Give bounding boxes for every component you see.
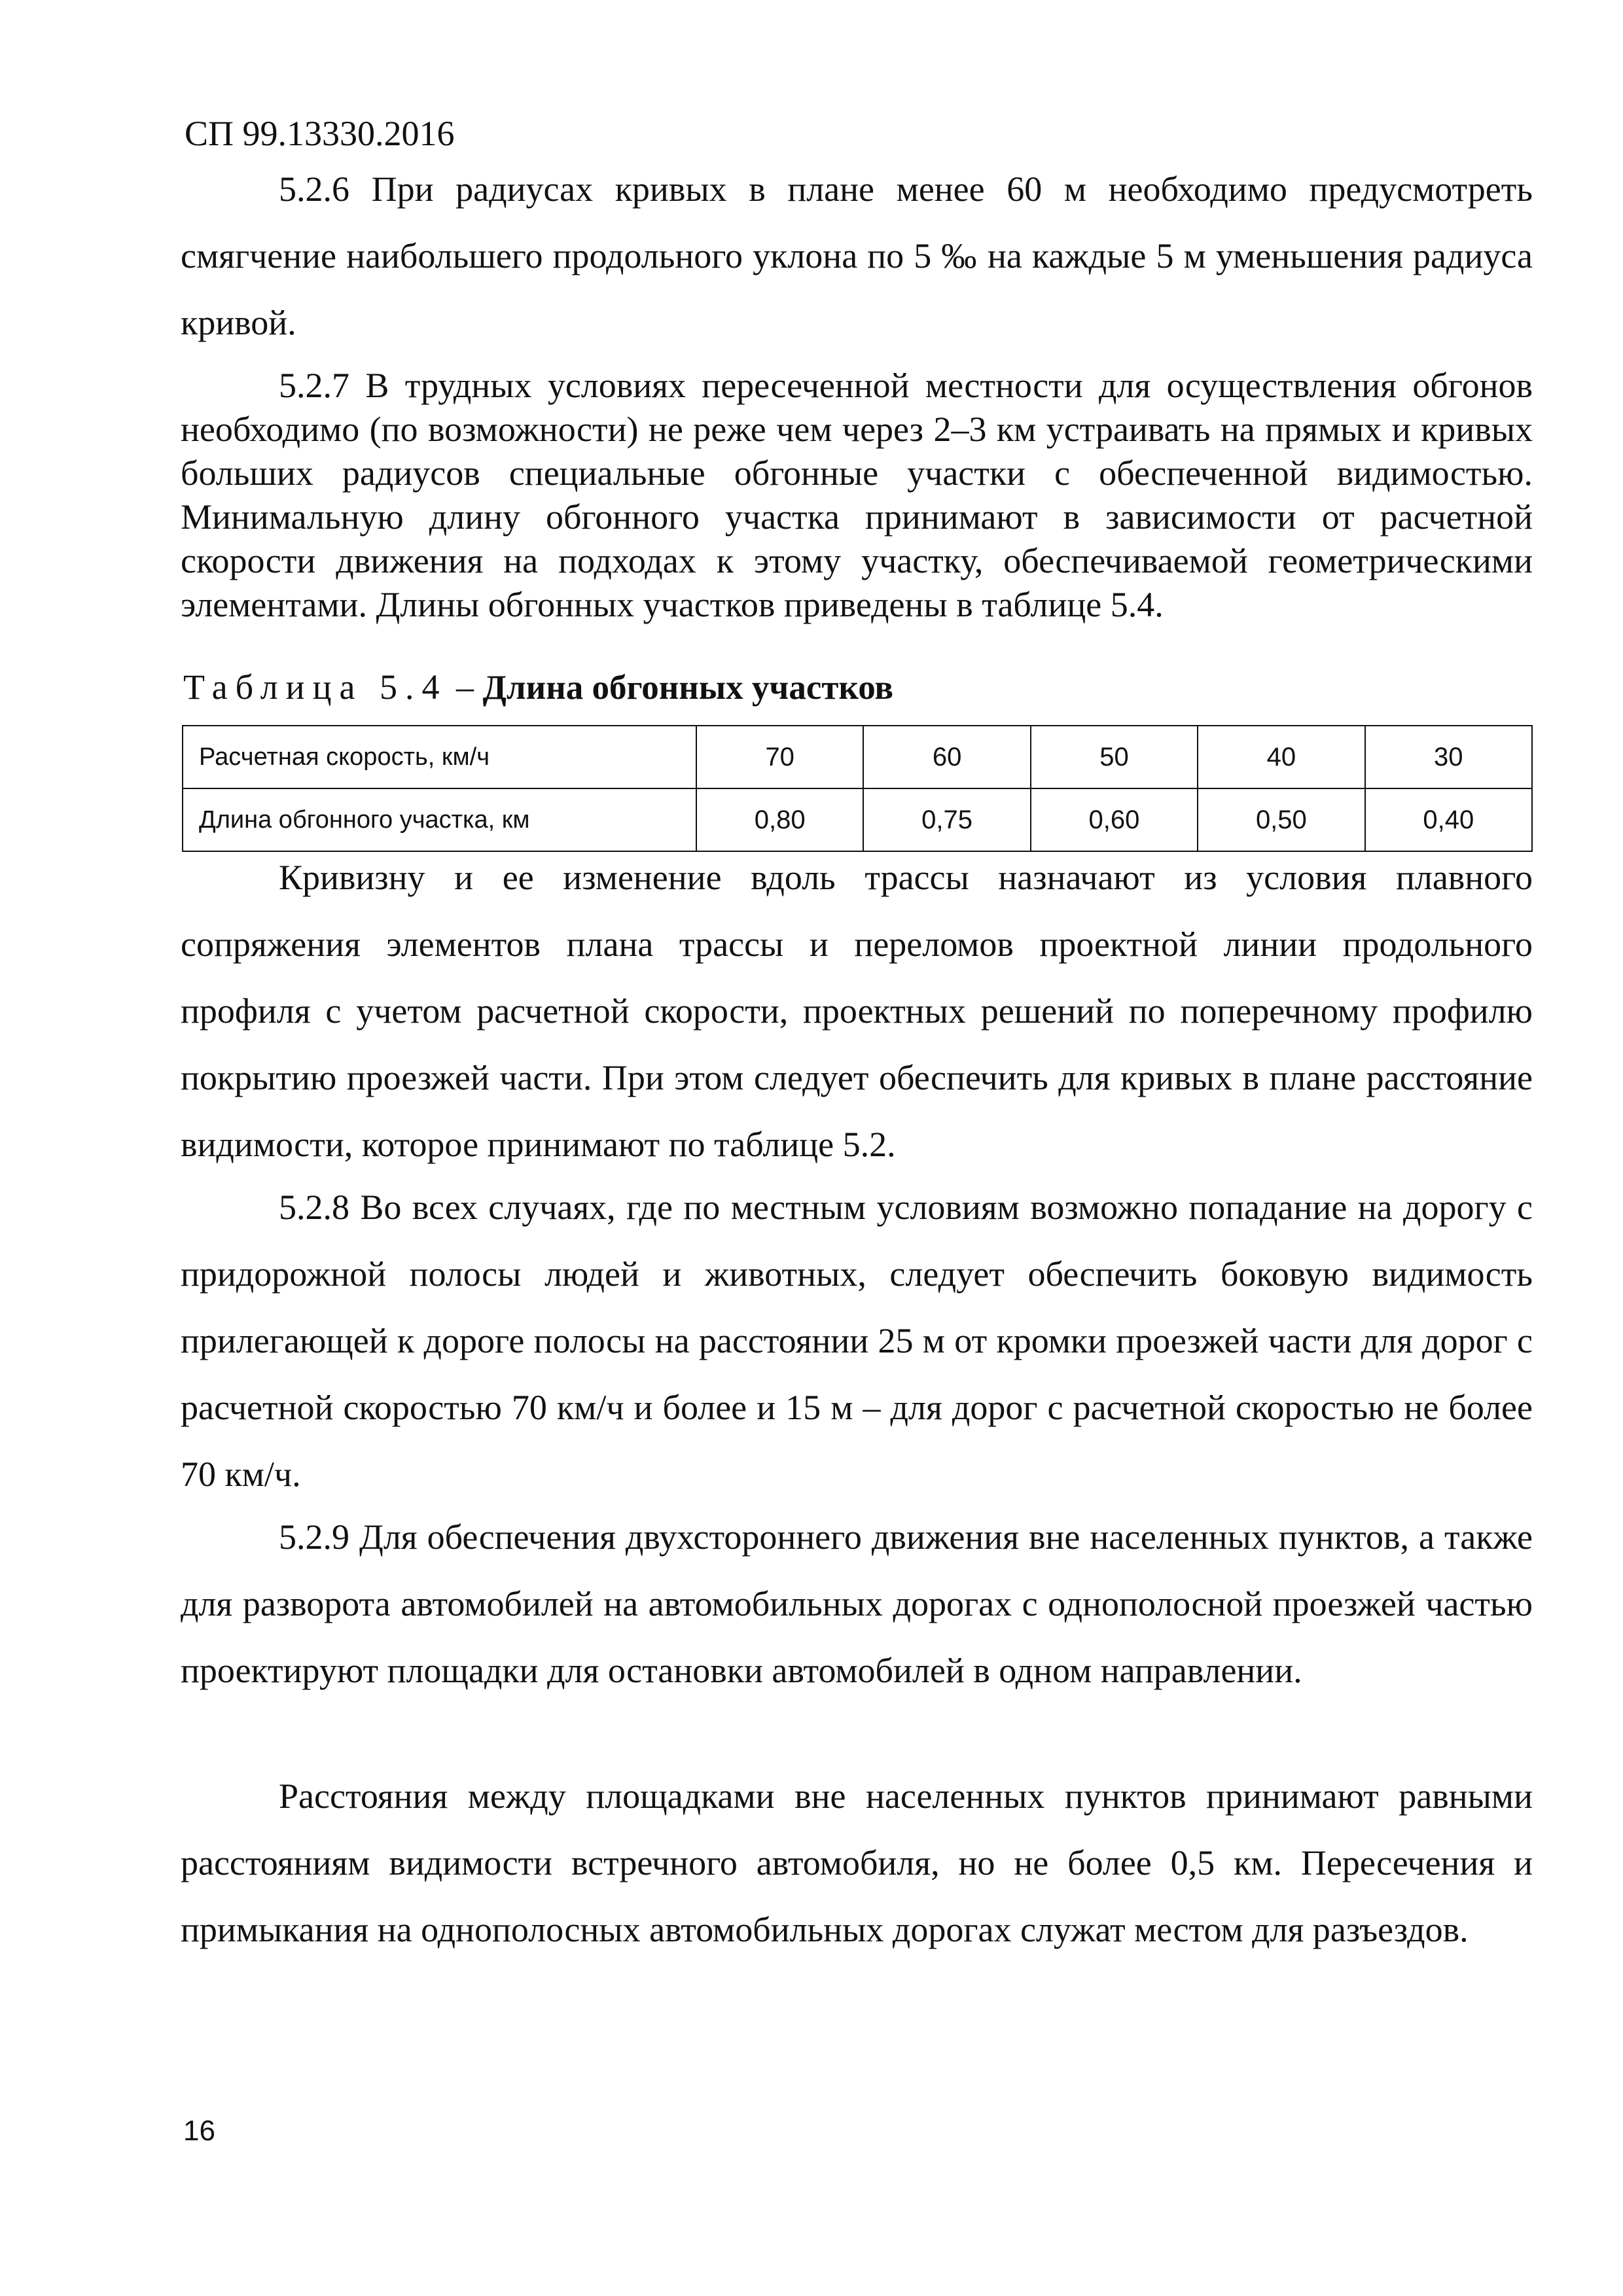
table-cell: 0,50	[1198, 788, 1364, 851]
paragraph-5-2-6	[181, 156, 1533, 356]
table-cell: 40	[1198, 726, 1364, 788]
table-caption-dash: –	[447, 667, 483, 707]
paragraph-5-2-9-text: 5.2.9 Для обеспечения двухстороннего движения вне населенных пунктов, а также для разворота автомобилей на автомобильных дорогах с однополосной проезжей частью проектируют площадки для остановки автомобилей в одном направлении.	[181, 1517, 1533, 1690]
overtaking-sections-table	[182, 725, 1533, 852]
table-row-header: Длина обгонного участка, км	[183, 788, 696, 851]
table-cell: 30	[1365, 726, 1532, 788]
document-code-header: СП 99.13330.2016	[185, 114, 455, 153]
table-caption-title: Длина обгонных участков	[482, 669, 894, 707]
table-cell: 0,40	[1365, 788, 1532, 851]
paragraph-5-2-9	[181, 1504, 1533, 1704]
page-number: 16	[183, 2115, 215, 2147]
table-caption-label: Таблица 5.4	[183, 667, 448, 707]
table-row-header: Расчетная скорость, км/ч	[183, 726, 696, 788]
table-row-length	[183, 788, 1532, 851]
table-cell: 0,60	[1031, 788, 1198, 851]
paragraph-5-2-8-text: 5.2.8 Во всех случаях, где по местным условиям возможно попадание на дорогу с придорожной полосы людей и животных, следует обеспечить боковую видимость прилегающей к дороге полосы на расстоянии 25 м от кромки проезжей части для дорог с расчетной скоростью 70 км/ч и более и 15 м – для дорог с расчетной скоростью не более 70 км/ч.	[181, 1188, 1533, 1494]
paragraph-5-2-7	[181, 364, 1533, 627]
paragraph-curvature-text: Кривизну и ее изменение вдоль трассы назначают из условия плавного сопряжения элементов плана трассы и переломов проектной линии продольного профиля с учетом расчетной скорости, проектных решений по поперечному профилю покрытию проезжей части. При этом следует обеспечить для кривых в плане расстояние видимости, которое принимают по таблице 5.2.	[181, 858, 1533, 1164]
paragraph-5-2-7-text: 5.2.7 В трудных условиях пересеченной местности для осуществления обгонов необходимо (по возможности) не реже чем через 2–3 км устраивать на прямых и кривых больших радиусов специальные обгонные участки с обеспеченной видимостью. Минимальную длину обгонного участка принимают в зависимости от расчетной скорости движения на подходах к этому участку, обеспечиваемой геометрическими элементами. Длины обгонных участков приведены в таблице 5.4.	[181, 366, 1533, 624]
table-cell: 50	[1031, 726, 1198, 788]
table-cell: 0,75	[863, 788, 1030, 851]
paragraph-distances	[181, 1763, 1533, 1963]
table-cell: 0,80	[696, 788, 863, 851]
paragraph-5-2-6-text: 5.2.6 При радиусах кривых в плане менее 60 м необходимо предусмотреть смягчение наибольшего продольного уклона по 5 ‰ на каждые 5 м уменьшения радиуса кривой.	[181, 169, 1533, 342]
paragraph-5-2-8	[181, 1174, 1533, 1508]
table-cell: 60	[863, 726, 1030, 788]
paragraph-curvature	[181, 844, 1533, 1178]
table-cell: 70	[696, 726, 863, 788]
table-caption	[183, 666, 893, 709]
table-row-speed	[183, 726, 1532, 788]
paragraph-distances-text: Расстояния между площадками вне населенных пунктов принимают равными расстояниям видимости встречного автомобиля, но не более 0,5 км. Пересечения и примыкания на однополосных автомобильных дорогах служат местом для разъездов.	[181, 1776, 1533, 1949]
